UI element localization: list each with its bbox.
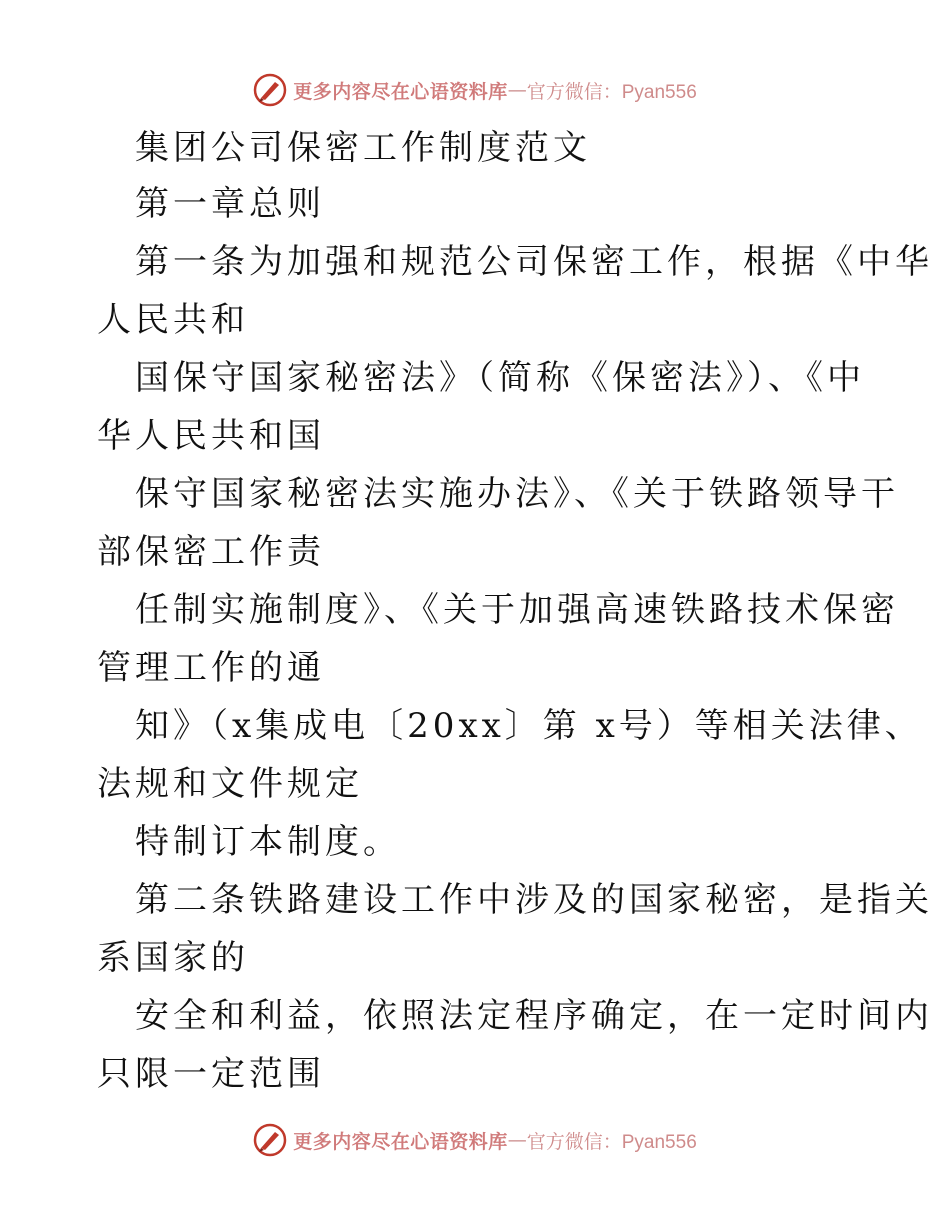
- paragraph-line: 保守国家秘密法实施办法》、《关于铁路领导干: [135, 474, 899, 514]
- paragraph-line: 华人民共和国: [97, 416, 325, 456]
- quill-pen-logo-icon: [253, 1123, 287, 1157]
- wechat-text: 官方微信：Pyan556: [526, 81, 697, 103]
- header-banner: [0, 70, 950, 110]
- separator: —: [507, 1129, 527, 1151]
- paragraph-line: 法规和文件规定: [97, 764, 363, 804]
- paragraph-line: 安全和利益，依照法定程序确定，在一定时间内: [135, 996, 933, 1036]
- paragraph-line: 管理工作的通: [97, 648, 325, 688]
- wechat-text: 官方微信：Pyan556: [526, 1131, 697, 1153]
- paragraph-line: 人民共和: [97, 300, 249, 340]
- paragraph-line: 只限一定范围: [97, 1054, 325, 1094]
- quill-pen-logo-icon: [253, 73, 287, 107]
- paragraph-line: 部保密工作责: [97, 532, 325, 572]
- document-title: 集团公司保密工作制度范文: [135, 128, 591, 168]
- paragraph-line: 系国家的: [97, 938, 249, 978]
- paragraph-line: 第一条为加强和规范公司保密工作，根据《中华: [135, 242, 933, 282]
- paragraph-line: 国保守国家秘密法》（简称《保密法》）、《中: [135, 358, 865, 398]
- paragraph-line: 任制实施制度》、《关于加强高速铁路技术保密: [135, 590, 899, 630]
- separator: —: [507, 79, 527, 101]
- paragraph-line: 第二条铁路建设工作中涉及的国家秘密，是指关: [135, 880, 933, 920]
- paragraph-line: 知》（x集成电〔20xx〕第 x号）等相关法律、: [135, 706, 923, 746]
- site-text: 更多内容尽在心语资料库: [293, 80, 508, 103]
- paragraph-line: 特制订本制度。: [135, 822, 401, 862]
- footer-banner: [0, 1120, 950, 1160]
- chapter-heading: 第一章总则: [135, 184, 325, 224]
- site-text: 更多内容尽在心语资料库: [293, 1130, 508, 1153]
